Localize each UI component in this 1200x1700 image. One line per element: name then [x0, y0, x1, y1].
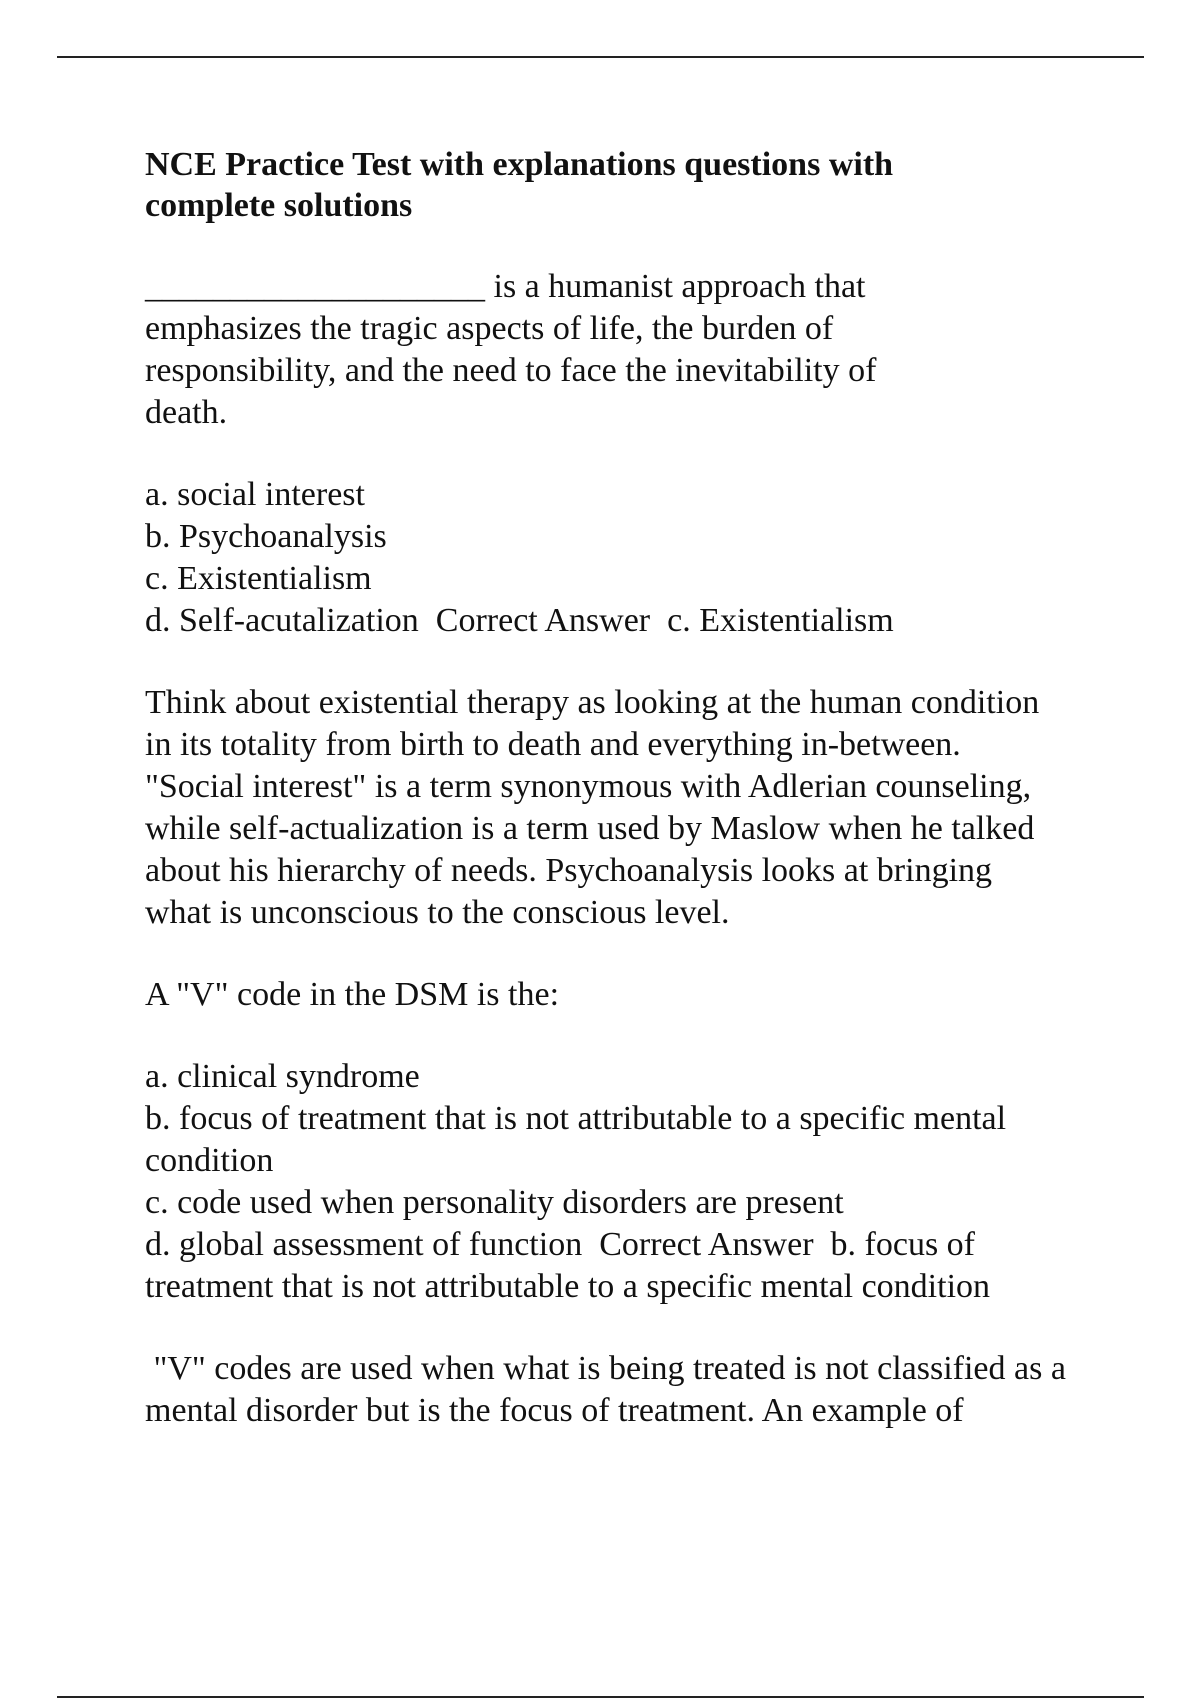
question-1-option-a: a. social interest [145, 476, 365, 513]
question-2-option-d-with-answer: d. global assessment of function Correct Answer b. focus of treatment that is not attributable to a specific mental condition [145, 1226, 991, 1305]
question-1-option-c: c. Existentialism [145, 560, 372, 597]
question-1-option-d-with-answer: d. Self-acutalization Correct Answer c. Existentialism [145, 602, 894, 639]
question-1-options [145, 474, 1105, 642]
question-2-prompt: A "V" code in the DSM is the: [145, 976, 560, 1013]
document-body [145, 144, 1105, 1472]
question-2-option-a: a. clinical syndrome [145, 1058, 420, 1095]
question-1-explanation: Think about existential therapy as looking at the human condition in its totality from birth to death and everything in-between. "Social interest" is a term synonymous with Adlerian counseling, while self-actualization is a term used by Maslow when he talked about his hierarchy of needs. Psychoanalysis looks at bringing what is unconscious to the conscious level. [145, 684, 1040, 931]
question-1-option-b: b. Psychoanalysis [145, 518, 387, 555]
question-2-option-c: c. code used when personality disorders are present [145, 1184, 844, 1221]
question-1-prompt: ____________________ is a humanist approach that emphasizes the tragic aspects of life, the burden of responsibility, and the need to face the inevitability of death. [145, 268, 877, 431]
question-2-options [145, 1056, 1085, 1308]
question-2-explanation: "V" codes are used when what is being treated is not classified as a mental disorder but is the focus of treatment. An example of [145, 1350, 1075, 1429]
footer-rule [57, 1696, 1144, 1698]
header-rule [57, 56, 1144, 58]
question-2-option-b: b. focus of treatment that is not attributable to a specific mental condition [145, 1100, 1007, 1179]
document-title: NCE Practice Test with explanations questions with complete solutions [145, 146, 894, 224]
